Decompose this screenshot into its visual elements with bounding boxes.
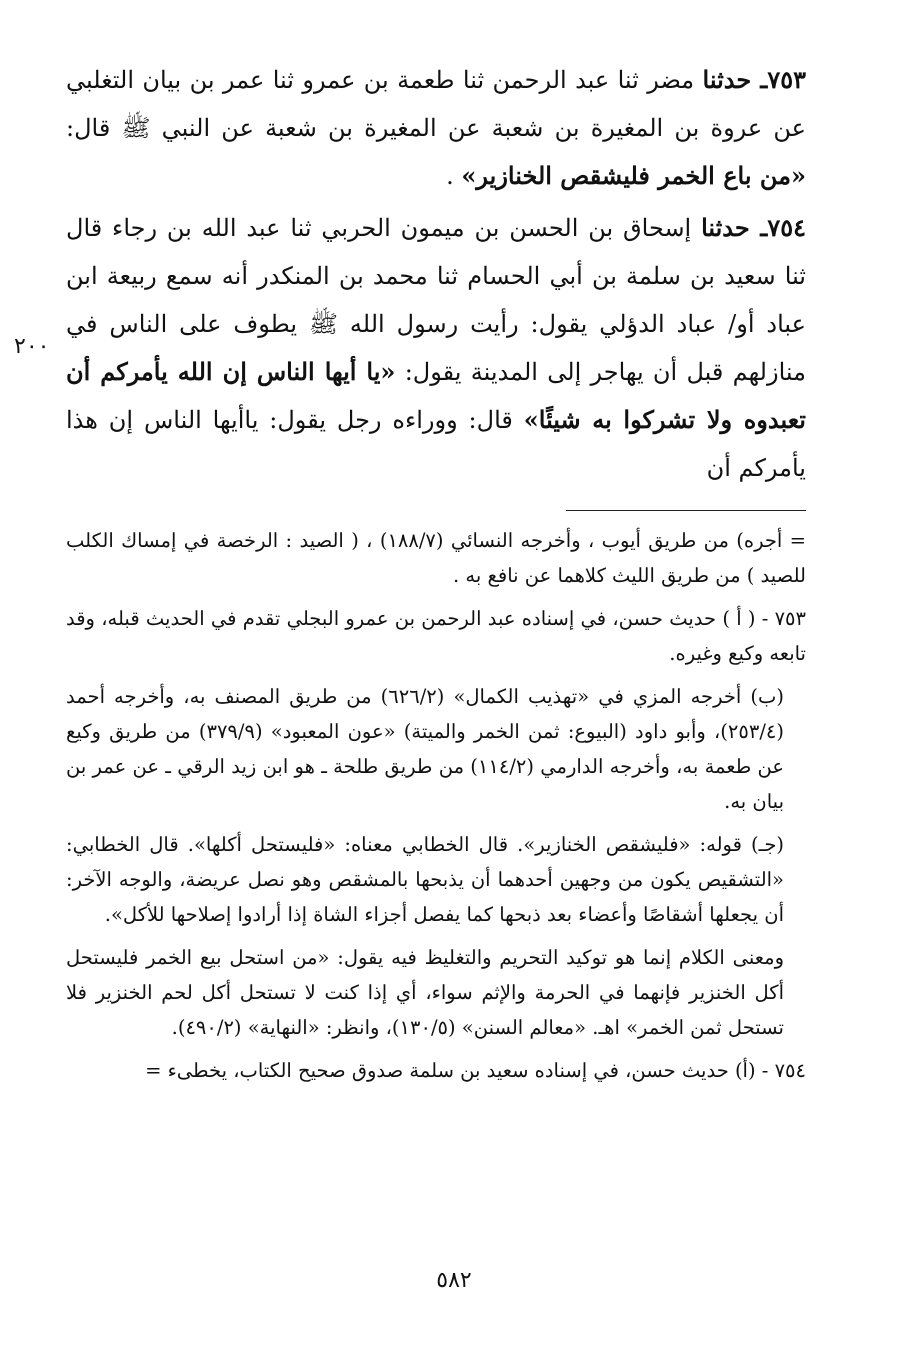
hadith-754 bbox=[66, 204, 806, 492]
page-number: ٥٨٢ bbox=[436, 1268, 472, 1293]
hadith-text: مضر ثنا عبد الرحمن ثنا طعمة بن عمرو ثنا عمر بن بيان التغلبي عن عروة بن المغيرة بن شعبة عن المغيرة بن شعبة عن النبي ﷺ قال: bbox=[66, 66, 806, 142]
page-body bbox=[66, 56, 806, 1096]
hadith-quote: «من باع الخمر فليشقص الخنازير» bbox=[461, 161, 806, 190]
footnote-divider bbox=[566, 510, 806, 511]
footnote-753-a: ٧٥٣ - ( أ ) حديث حسن، في إسناده عبد الرحمن بن عمرو البجلي تقدم في الحديث قبله، وقد تابعه وكيع وغيره. bbox=[66, 607, 806, 665]
hadith-quote: «يا أيها الناس إن الله يأمركم أن تعبدوه ولا تشركوا به شيئًا» bbox=[66, 357, 806, 434]
main-text bbox=[66, 56, 806, 492]
hadith-lead: ـ حدثنا bbox=[701, 213, 768, 242]
footnote-753-d: ومعنى الكلام إنما هو توكيد التحريم والتغليظ فيه يقول: «من استحل بيع الخمر فليستحل أكل الخنزير فإنهما في الحرمة والإثم سواء، أي إذا كنت لا تستحل أكل لحم الخنزير فلا تستحل ثمن الخمر» اهـ. «معالم السنن» (١٣٠/٥)، وانظر: «النهاية» (٤٩٠/٢). bbox=[66, 946, 784, 1039]
hadith-lead: ـ حدثنا bbox=[702, 65, 768, 94]
footnote-754-a: ٧٥٤ - (أ) حديث حسن، في إسناده سعيد بن سلمة صدوق صحيح الكتاب، يخطىء = bbox=[145, 1059, 806, 1082]
margin-page-number: ٢٠٠ bbox=[14, 334, 50, 359]
footnote-continuation: = أجره) من طريق أيوب ، وأخرجه النسائي (١٨٨/٧) ، ( الصيد : الرخصة في إمساك الكلب للصيد ) من طريق الليث كلاهما عن نافع به . bbox=[66, 529, 806, 587]
hadith-text-2: قال: ووراءه رجل يقول: ياأيها الناس إن هذا يأمركم أن bbox=[66, 406, 806, 482]
hadith-number: ٧٥٣ bbox=[767, 65, 806, 94]
footnote-753-c: (جـ) قوله: «فليشقص الخنازير». قال الخطابي معناه: «فليستحل أكلها». قال الخطابي: «التشقيص يكون من وجهين أحدهما أن يذبحها بالمشقص وهو نصل عريضة، والوجه الآخر: أن يجعلها أشقاصًا وأعضاء بعد ذبحها كما يفصل أجزاء الشاة إذا أرادوا إصلاحها للأكل». bbox=[66, 833, 784, 926]
hadith-number: ٧٥٤ bbox=[767, 213, 806, 242]
hadith-753 bbox=[66, 56, 806, 200]
footnotes bbox=[66, 523, 806, 1088]
hadith-end: . bbox=[446, 162, 462, 190]
hadith-text: إسحاق بن الحسن بن ميمون الحربي ثنا عبد الله بن رجاء قال ثنا سعيد بن سلمة بن أبي الحسام ثنا محمد بن المنكدر أنه سمع ربيعة ابن عباد أو/ عباد الدؤلي يقول: رأيت رسول الله ﷺ يطوف على الناس في منازلهم قبل أن يهاجر إلى المدينة يقول: bbox=[66, 214, 806, 386]
footnote-753-b: (ب) أخرجه المزي في «تهذيب الكمال» (٦٢٦/٢) من طريق المصنف به، وأخرجه أحمد (٢٥٣/٤)، وأبو داود (البيوع: ثمن الخمر والميتة) «عون المعبود» (٣٧٩/٩) من طريق وكيع عن طعمة به، وأخرجه الدارمي (١١٤/٢) من طريق طلحة ـ هو ابن زيد الرقي ـ عن عمر بن بيان به. bbox=[66, 685, 784, 813]
